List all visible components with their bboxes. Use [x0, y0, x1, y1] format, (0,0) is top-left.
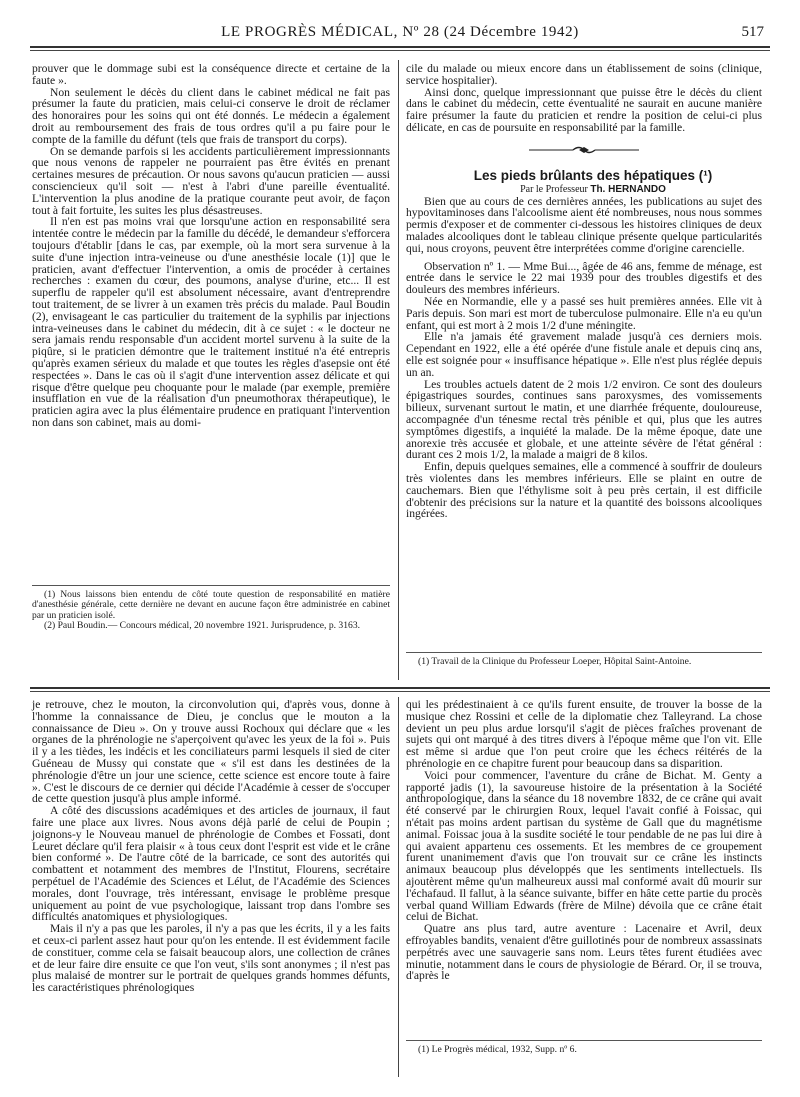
footnote: (1) Nous laissons bien entendu de côté toute question de responsabilité en matière d'anesthésie générale, cette dernière ne devant en aucune façon être administrée en cabinet par un praticien isolé. [32, 589, 390, 621]
upper-left-column [32, 63, 390, 429]
lower-left-column [32, 699, 390, 994]
section-rule-thin [30, 691, 770, 692]
running-header [30, 24, 770, 44]
footnote-rule [406, 652, 762, 653]
footnote: (1) Le Progrès médical, 1932, Supp. nº 6. [418, 1044, 577, 1055]
paragraph: Mais il n'y a pas que les paroles, il n'y a pas que les écrits, il y a les faits et ceux-ci parlent assez haut pour qu'on les entende. Il est évidemment facile de constituer, comme cela se faisait beaucoup alors, une collection de crânes et de leur faire dire ensuite ce que l'on veut, s'ils sont anonymes ; il n'est pas plus malaisé de montrer sur le portrait de quelques grands hommes défunts, les caractéristiques phrénologiques [32, 922, 390, 995]
article-title: Les pieds brûlants des hépatiques (¹) [473, 167, 713, 183]
paragraph: Quatre ans plus tard, autre aventure : Lacenaire et Avril, deux effroyables bandits, venaient d'être guillotinés pour de nombreux assassinats perpétrés avec une sauvagerie sans nom. Leurs têtes furent étudiées avec minutie, notamment dans le cours de physiologie de Bérard. Or, il se trouva, d'après le [406, 922, 762, 983]
section-rule [30, 687, 770, 689]
upper-right-column [406, 63, 762, 520]
paragraph: On se demande parfois si les accidents particulièrement impressionnants que nous venons de rappeler ne pourraient pas être évités en prenant certaines mesures de précaution. Or nous savons qu'aucun praticien — aussi consciencieux qu'il soit — n'est à l'abri d'une pareille éventualité. L'intervention la plus anodine de la pratique courante peut avoir, de façon tout à fait fortuite, les suites les plus désastreuses. [32, 144, 390, 217]
paragraph: A côté des discussions académiques et des articles de journaux, il faut faire une place aux livres. Nous avons déjà parlé de celui de Poupin ; joignons-y le Nouveau manuel de phrénologie de Combes et Fossati, dont Leuret déclare qu'il fera plaisir « à tous ceux dont l'esprit est vide et le crâne bien conformé ». De l'autre côté de la barricade, ce sont des autorités qui combattent et notamment des membres de l'Institut, Flourens, secrétaire perpétuel de l'Académie des Sciences et Lélut, de l'Académie des Sciences morales, dont l'ouvrage, très intéressant, envisage le problème presque uniquement au point de vue psychologique, laissant trop dans l'ombre ses difficultés anatomiques et physiologiques. [32, 804, 390, 924]
upper-left-footnotes [32, 590, 390, 632]
paragraph: Enfin, depuis quelques semaines, elle a commencé à souffrir de douleurs très violentes dans les membres inférieurs. Elle se plaint en outre de cauchemars. Bien que l'éthylisme soit à peu près certain, il est difficile d'obtenir des précisions sur la nature et la quantité des boissons alcooliques ingérées. [406, 460, 762, 521]
footnote: (2) Paul Boudin.— Concours médical, 20 novembre 1921. Jurisprudence, p. 3163. [44, 620, 361, 632]
author-name: Th. HERNANDO [590, 183, 666, 195]
header-rule-thin [30, 50, 770, 51]
paragraph: cile du malade ou mieux encore dans un établissement de soins (clinique, service hospitalier). [406, 62, 762, 87]
article-heading [406, 168, 762, 196]
lower-right-footnote [406, 1045, 762, 1055]
byline-prefix: Par le Professeur [520, 183, 588, 195]
paragraph: Bien que au cours de ces dernières années, les publications au sujet des hypovitaminoses dans l'alcoolisme aient été nombreuses, nous nous sommes permis d'exposer et de commenter ci-dessous les histoires cliniques de deux malades alcooliques dont le tableau clinique présente quelque particularités qui, nous croyons, peuvent être interprétées comme d'origine carencielle. [406, 194, 762, 255]
journal-title: LE PROGRÈS MÉDICAL, Nº 28 (24 Décembre 1942) [221, 24, 579, 40]
footnote-rule [32, 585, 390, 586]
paragraph: Voici pour commencer, l'aventure du crâne de Bichat. M. Genty a rapporté jadis (1), la savoureuse histoire de la présentation à la Société anthropologique, dans la séance du 18 novembre 1832, de ce crâne qui avait été conservé par le chirurgien Roux, lequel l'avait confié à Foissac, qui n'était pas moins ardent partisan du système de Gall que du magnétisme animal. Foissac joua à la susdite société le tour pendable de ne pas lui dire à qui avaient appartenu ces ossements. Et les membres de ce groupement furent unanimement d'avis que l'on trouvait sur ce crâne les instincts animaux beaucoup plus développés que les sentiments intellectuels. Ils ajoutèrent même qu'un malheureux aussi mal conformé avait dû mourir sur l'échafaud. Il fallut, à la séance suivante, biffer en hâte cette partie du procès verbal quand William Edwards (frère de Milne) dévoila que ce crâne était celui de Bichat. [406, 768, 762, 924]
header-rule [30, 46, 770, 48]
paragraph: Il n'en est pas moins vrai que lorsqu'une action en responsabilité sera intentée contre le médecin par la famille du décédé, le demandeur s'efforcera toujours d'établir [dans le cas, par exemple, où la mort sera survenue à la suite d'une injection intra-veineuse ou d'une anesthésie locale (1)] que le praticien, avant d'effectuer l'intervention, a omis de procéder à certaines recherches : examen du cœur, des poumons, analyse d'urine, etc... Il est superflu de rappeler qu'il est absolument nécessaire, avant d'entreprendre tout traitement, de se livrer à un examen très précis du malade. Paul Boudin (2), envisageant le cas particulier du traitement de la syphilis par injections intra-veineuses dans le cabinet du médecin, dit à ce sujet : « le docteur ne sera jamais rendu responsable d'un accident mortel survenu à la suite de la piqûre, si le praticien démontre que le traitement institué n'a été entrepris qu'après examen sérieux du malade et que toutes les règles d'asepsie ont été respectées ». Dans le cas où il s'agit d'une intervention assez délicate et qui risque d'être quelque peu choquante pour le malade (par exemple, première insufflation en vue de la réalisation d'un pneumothorax thérapeutique), le praticien agira avec la plus élémentaire prudence en pratiquant l'intervention non dans son cabinet, mais au domi- [32, 215, 390, 429]
paragraph: Ainsi donc, quelque impressionnant que puisse être le décès du client dans le cabinet du médecin, cette éventualité ne saurait en aucune manière faire présumer la faute du praticien et rendre la position de celui-ci plus délicate, en cas de poursuite en responsabilité par la famille. [406, 85, 762, 134]
ornament-divider-icon [529, 144, 639, 156]
page-number: 517 [741, 24, 764, 40]
paragraph: prouver que le dommage subi est la conséquence directe et certaine de la faute ». [32, 62, 390, 87]
footnote: (1) Travail de la Clinique du Professeur Loeper, Hôpital Saint-Antoine. [418, 656, 692, 667]
lower-right-column [406, 699, 762, 982]
column-divider [398, 60, 399, 680]
paragraph: Non seulement le décès du client dans le cabinet médical ne fait pas présumer la faute du praticien, mais celui-ci conserve le droit de réclamer des honoraires pour les soins qui ont été donnés. Le médecin a également droit au remboursement des frais de tous ordres qu'il a pu faire pour le compte de la famille du défunt (tels que frais de transport du corps). [32, 85, 390, 146]
paragraph: qui les prédestinaient à ce qu'ils furent ensuite, de trouver la bosse de la musique chez Rossini et celle de la diplomatie chez Talleyrand. La chose devient un peu plus ardue lorsqu'il s'agit de pièces fraîches provenant de sujets qui ont marqué à des titres divers à l'époque même que l'on vit. Elle est même si ardue que l'on peut croire que les échecs réitérés de la phrénologie en ce chapitre furent pour beaucoup dans sa disparition. [406, 698, 762, 770]
observation-paragraph: Observation nº 1. — Mme Bui..., âgée de 46 ans, femme de ménage, est entrée dans le service le 22 mai 1939 pour des troubles digestifs et des douleurs des membres inférieurs. [406, 259, 762, 297]
article-byline [406, 184, 762, 196]
section-ornament [406, 144, 762, 156]
paragraph: Les troubles actuels datent de 2 mois 1/2 environ. Ce sont des douleurs épigastriques sourdes, continues sans paroxysmes, des vomissements bilieux, survenant surtout le matin, et une diarrhée fréquente, douloureuse, accompagnée d'un ténesme rectal très pénible et qui, plus que les autres symptômes digestifs, a inquiété la malade. De la même époque, date une anorexie très accusée et globale, et une atteinte sévère de l'état général : durant ces 2 mois 1/2, la malade a maigri de 8 kilos. [406, 377, 762, 462]
column-divider [398, 697, 399, 1077]
footnote-rule [406, 1040, 762, 1041]
paragraph: je retrouve, chez le mouton, la circonvolution qui, d'après vous, donne à l'homme la connaissance de Dieu, je conclus que le mouton a la connaissance de Dieu ». On y trouve aussi Rochoux qui déclare que « les organes de la phrénologie ne s'aperçoivent qu'avec les yeux de la foi ». Puis il y a les tièdes, les indécis et les conciliateurs parmi lesquels il sied de citer Guéneau de Mussy qui constate que « s'il est dans les destinées de la phrénologie d'être un jour une science, cette science est encore toute à faire ». C'est le discours de ce dernier qui décide l'Académie à cesser de s'occuper de cette question jusqu'à plus ample informé. [32, 698, 390, 806]
paragraph: Elle n'a jamais été gravement malade jusqu'à ces derniers mois. Cependant en 1922, elle a été opérée d'une fistule anale et depuis cinq ans, elle est soignée pour « insuffisance hépatique ». Elle n'est plus réglée depuis un an. [406, 330, 762, 379]
upper-right-footnote [406, 657, 762, 667]
paragraph: Née en Normandie, elle y a passé ses huit premières années. Elle vit à Paris depuis. Son mari est mort de tuberculose pulmonaire. Elle n'a eu qu'un enfant, qui est mort à 2 mois 1/2 d'une méningite. [406, 294, 762, 332]
